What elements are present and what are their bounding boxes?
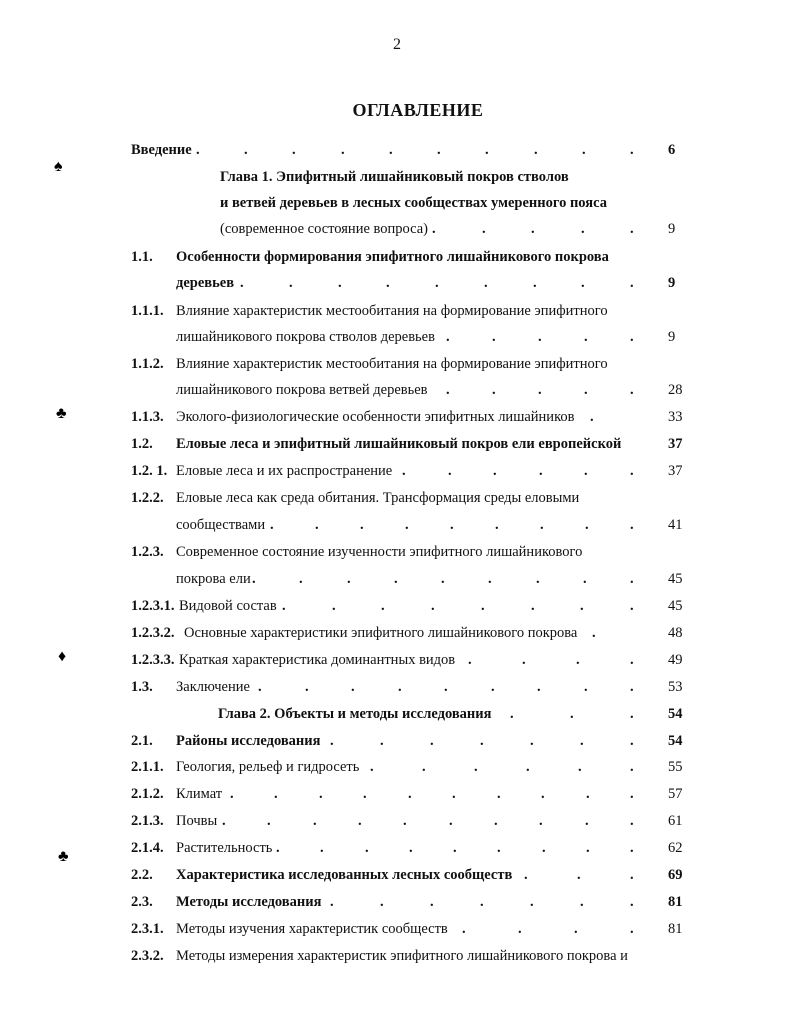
entry-title[interactable]: деревьев — [176, 275, 235, 291]
entry-number: 1.1. — [131, 249, 153, 265]
entry-number: 1.2.2. — [131, 490, 164, 506]
entry-title[interactable]: Растительность — [176, 840, 273, 856]
entry-page-number: 62 — [668, 840, 683, 856]
entry-number: 2.3. — [131, 894, 153, 910]
toc-title: ОГЛАВЛЕНИЕ — [352, 100, 484, 120]
entry-title[interactable]: Глава 2. Объекты и методы исследования — [218, 706, 492, 722]
entry-title[interactable]: сообществами — [176, 517, 266, 533]
entry-number: 2.2. — [131, 867, 153, 883]
entry-title[interactable]: Современное состояние изученности эпифитного лишайникового — [176, 544, 583, 560]
entry-page-number: 53 — [668, 679, 683, 695]
entry-title[interactable]: Видовой состав — [179, 598, 277, 614]
entry-page-number: 54 — [668, 706, 683, 722]
scan-mark: ♣ — [56, 405, 67, 422]
entry-title[interactable]: лишайникового покрова ветвей деревьев — [176, 382, 428, 398]
entry-title[interactable]: Эколого-физиологические особенности эпифитных лишайников — [176, 409, 575, 425]
entry-title[interactable]: Методы изучения характеристик сообществ — [176, 921, 448, 937]
entry-number: 2.3.1. — [131, 921, 164, 937]
entry-title[interactable]: Еловые леса как среда обитания. Трансформация среды еловыми — [176, 490, 580, 506]
entry-number: 2.1.3. — [131, 813, 164, 829]
entry-page-number: 45 — [668, 598, 683, 614]
entry-number: 1.2.3.1. — [131, 598, 175, 614]
entry-page-number: 45 — [668, 571, 683, 587]
entry-page-number: 6 — [668, 142, 676, 158]
entry-number: 1.2.3.2. — [131, 625, 175, 641]
entry-title[interactable]: Климат — [176, 786, 223, 802]
entry-page-number: 48 — [668, 625, 683, 641]
entry-page-number: 81 — [668, 921, 683, 937]
entry-number: 1.2. 1. — [131, 463, 168, 479]
entry-title[interactable]: Влияние характеристик местообитания на формирование эпифитного — [176, 356, 608, 372]
entry-title[interactable]: Основные характеристики эпифитного лишайникового покрова — [184, 625, 578, 641]
entry-page-number: 61 — [668, 813, 683, 829]
entry-number: 1.2. — [131, 436, 153, 452]
scan-mark: ♣ — [58, 848, 69, 865]
entry-title[interactable]: Методы исследования — [176, 894, 322, 910]
entry-number: 2.1. — [131, 733, 153, 749]
entry-page-number: 9 — [668, 329, 676, 345]
entry-title[interactable]: Еловые леса и эпифитный лишайниковый покров ели европейской — [176, 436, 622, 452]
entry-page-number: 37 — [668, 436, 683, 452]
entry-title[interactable]: Почвы — [176, 813, 218, 829]
entry-page-number: 81 — [668, 894, 683, 910]
entry-number: 1.1.2. — [131, 356, 164, 372]
entry-title[interactable]: Районы исследования — [176, 733, 321, 749]
entry-title[interactable]: Характеристика исследованных лесных сообществ — [176, 867, 513, 883]
entry-number: 2.1.1. — [131, 759, 164, 775]
scan-mark: ♠ — [54, 158, 63, 175]
entry-title[interactable]: Краткая характеристика доминантных видов — [179, 652, 456, 668]
entry-number: 2.1.4. — [131, 840, 164, 856]
entry-number: 1.2.3.3. — [131, 652, 175, 668]
entry-page-number: 57 — [668, 786, 683, 802]
entry-title[interactable]: покрова ели — [176, 571, 251, 587]
entry-number: 2.3.2. — [131, 948, 164, 964]
entry-page-number: 37 — [668, 463, 683, 479]
scan-mark: ♦ — [58, 648, 67, 665]
entry-number: 1.1.1. — [131, 303, 164, 319]
entry-page-number: 9 — [668, 221, 676, 237]
entry-title[interactable]: Глава 1. Эпифитный лишайниковый покров стволов — [220, 169, 569, 185]
entry-title[interactable]: Особенности формирования эпифитного лишайникового покрова — [176, 249, 609, 265]
entry-page-number: 33 — [668, 409, 683, 425]
entry-number: 2.1.2. — [131, 786, 164, 802]
entry-title[interactable]: Еловые леса и их распространение — [176, 463, 393, 479]
entry-title[interactable]: Влияние характеристик местообитания на формирование эпифитного — [176, 303, 608, 319]
entry-page-number: 28 — [668, 382, 683, 398]
entry-page-number: 54 — [668, 733, 683, 749]
entry-number: 1.2.3. — [131, 544, 164, 560]
entry-page-number: 41 — [668, 517, 683, 533]
entry-page-number: 9 — [668, 275, 676, 291]
entry-page-number: 55 — [668, 759, 683, 775]
entry-title[interactable]: лишайникового покрова стволов деревьев — [176, 329, 435, 345]
entry-title[interactable]: Заключение — [176, 679, 250, 695]
entry-number: 1.3. — [131, 679, 153, 695]
entry-title[interactable]: (современное состояние вопроса) — [220, 221, 429, 237]
entry-number: 1.1.3. — [131, 409, 164, 425]
entry-page-number: 69 — [668, 867, 683, 883]
entry-number: Введение — [131, 142, 192, 158]
page-number: 2 — [393, 36, 401, 53]
entry-title[interactable]: Геология, рельеф и гидросеть — [176, 759, 360, 775]
entry-page-number: 49 — [668, 652, 683, 668]
entry-title[interactable]: Методы измерения характеристик эпифитного лишайникового покрова и — [176, 948, 628, 964]
entry-title[interactable]: и ветвей деревьев в лесных сообществах умеренного пояса — [220, 195, 607, 211]
